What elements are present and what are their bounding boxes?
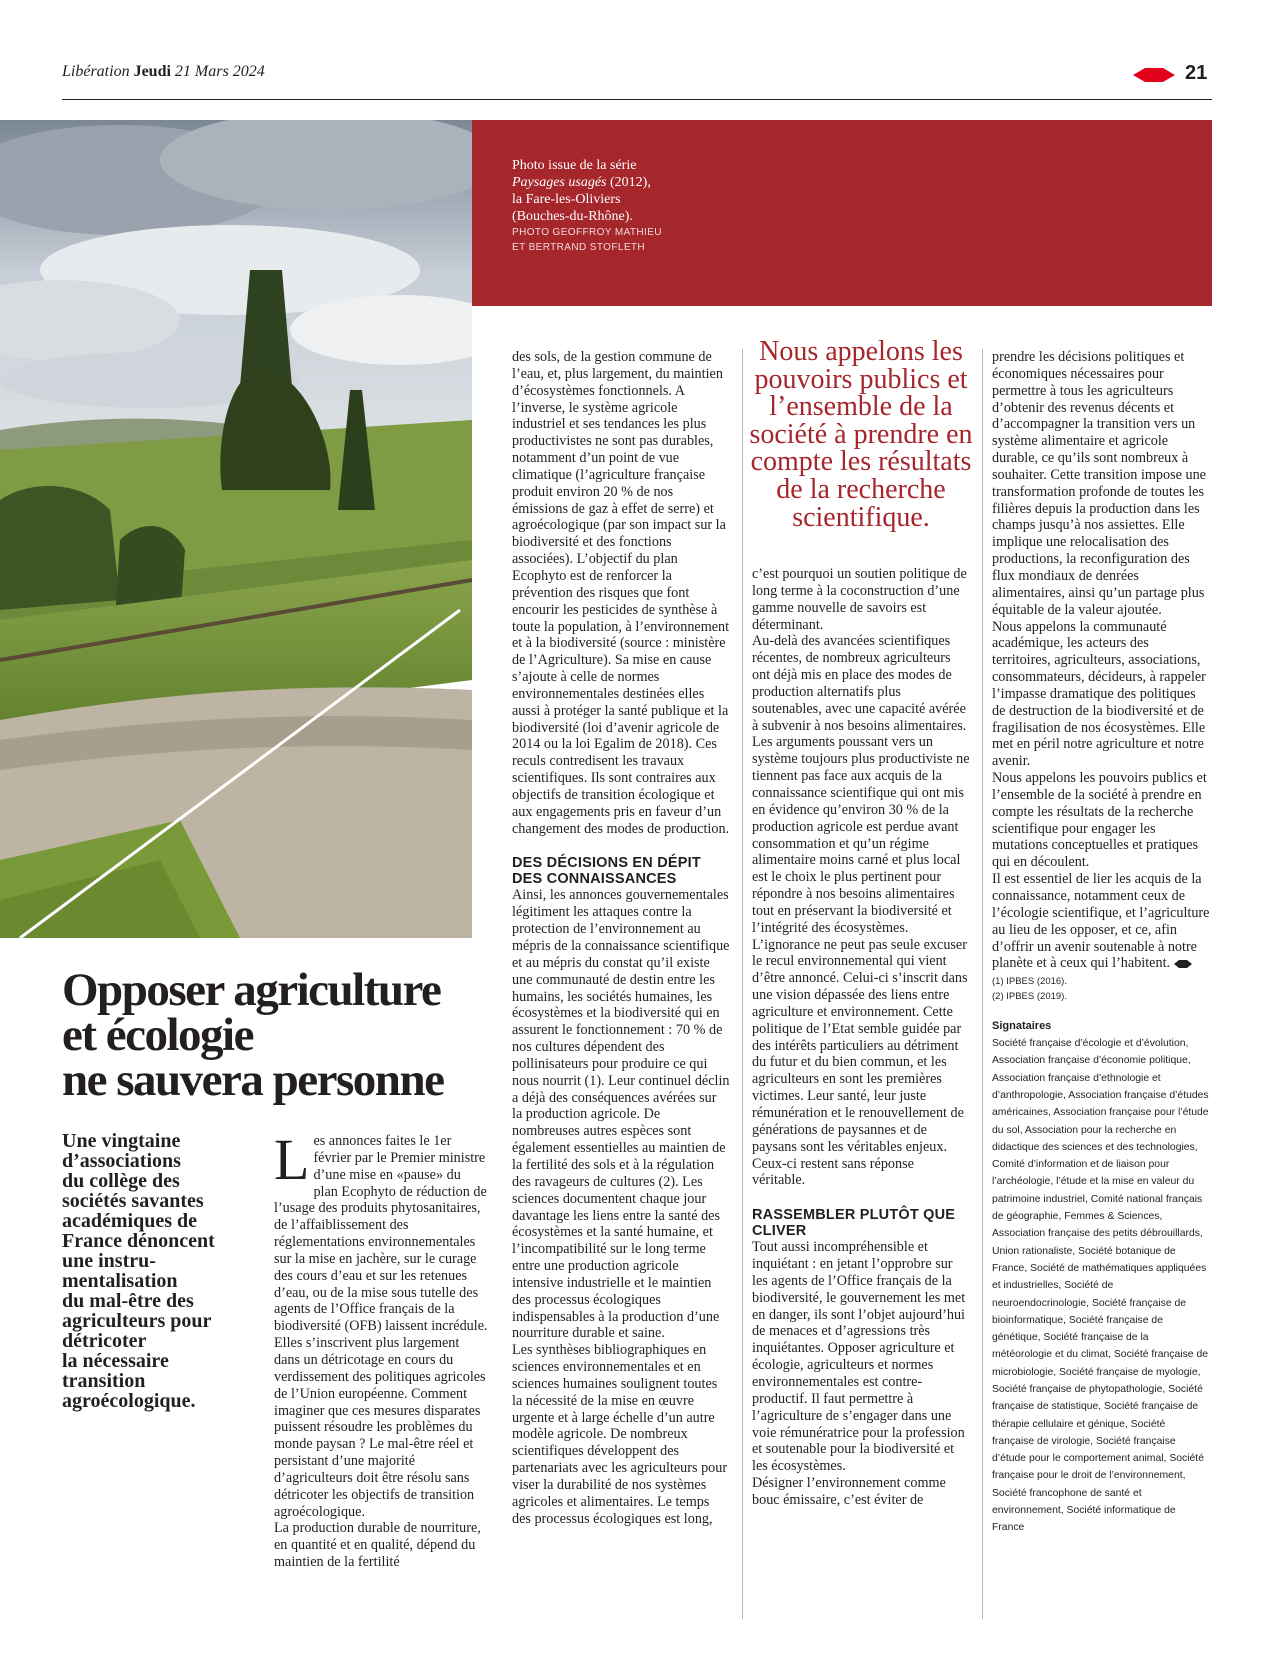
caption-year: (2012), [606, 175, 651, 190]
article-headline [62, 964, 502, 1106]
body-column-2 [512, 349, 730, 1528]
photo-credit: ET BERTRAND STOFLETH [512, 242, 646, 253]
caption-line [512, 174, 712, 191]
section-subhead: RASSEMBLER PLUTÔT QUE CLIVER [752, 1207, 956, 1240]
signatories-title: Signataires [992, 1020, 1052, 1033]
standfirst-line: détricoter [62, 1330, 147, 1352]
page-number: 21 [1185, 62, 1208, 84]
caption-line: (Bouches-du-Rhône). [512, 209, 633, 224]
article-standfirst [62, 1131, 252, 1411]
standfirst-line: du collège des [62, 1170, 180, 1192]
body-column-1 [274, 1127, 488, 1571]
standfirst-line: agroécologique. [62, 1390, 196, 1412]
weekday: Jeudi [133, 63, 171, 80]
footnote: (1) IPBES (2016). [992, 976, 1067, 988]
drop-cap: L [274, 1127, 310, 1192]
footnote: (2) IPBES (2019). [992, 991, 1067, 1003]
liberation-logo-icon [1133, 67, 1175, 83]
body-paragraph: Nous appelons la communauté académique, les acteurs des territoires, agriculteurs, associations, consommateurs, décideurs, à rappeler l’impasse dramatique des politiques de destruction de la biodiversité et de fragilisation de nos écosystèmes. Elle met en péril notre agriculture et notre avenir. [992, 618, 1206, 770]
standfirst-line: la nécessaire [62, 1350, 169, 1372]
body-paragraph: prendre les décisions politiques et économiques nécessaires pour permettre à tous les agriculteurs d’obtenir des revenus décents et d’accompagner la transition vers un système alimentaire et agricole durable, ce qu’ils sont nombreux à souhaiter. Cette transition impose une transformation profonde de toutes les filières depuis la production dans les champs jusqu’à nos assiettes. Elle implique une relocalisation des productions, la reconfiguration des flux mondiaux de denrées alimentaires, ainsi qu’un partage plus équitable de la valeur ajoutée. [992, 349, 1206, 618]
body-paragraph: c’est pourquoi un soutien politique de long terme à la coconstruction d’une gamme nouvelle de savoirs est déterminant. [752, 566, 967, 633]
body-paragraph [992, 871, 1210, 972]
closing-text: Il est essentiel de lier les acquis de la connaissance, notamment ceux de l’écologie scientifique, et l’agriculture au lieu de les opposer, et ce, afin d’offrir un avenir soutenable à notre planète et à ceux qui l’habitent. [992, 871, 1210, 972]
body-paragraph: Tout aussi incompréhensible et inquiétant : en jetant l’opprobre sur les agents de l’Office français de la biodiversité, le gouvernement les met en danger, ils sont l’objet aujourd’hui de menaces et d’agressions très inquiétantes. Opposer agriculture et écologie, agriculteurs et normes environnementales est contre-productif. Il faut permettre à l’agriculture de s’engager dans une voie rémunératrice pour la profession et soutenable pour la biodiversité et les écosystèmes. [752, 1239, 966, 1475]
column-rule [982, 349, 983, 1619]
caption-line: Photo issue de la série [512, 158, 637, 173]
publication-name: Libération [62, 63, 130, 80]
standfirst-line: académiques de [62, 1210, 197, 1232]
body-paragraph: Au-delà des avancées scientifiques récentes, de nombreux agriculteurs ont déjà mis en place des modes de production alternatifs plus soutenables, avec une capacité avérée à subvenir à nos besoins alimentaires. Les arguments poussant vers un système toujours plus productiviste ne tiennent pas face aux acquis de la connaissance scientifique qui ont mis en évidence qu’environ 30 % de la production agricole est perdue avant consommation et qu’un régime alimentaire moins carné et plus local est le choix le plus pertinent pour répondre à nos besoins alimentaires tout en préservant la biodiversité et l’intégrité des écosystèmes. [752, 633, 970, 936]
standfirst-line: mentalisation [62, 1270, 178, 1292]
body-column-3 [752, 566, 970, 1509]
body-paragraph: L’ignorance ne peut pas seule excuser le recul environnemental qui vient d’être annoncé. Celui-ci s’inscrit dans une vision dépassée des liens entre agriculture et environnement. Cette politique de l’Etat semble guidée par des intérêts particuliers au détriment du futur et du bien commun, et les agriculteurs en sont les premières victimes. Leur santé, leur juste rémunération et le renouvellement de générations de paysannes et de paysans sont les véritables enjeux. Ceux-ci restent sans réponse véritable. [752, 936, 968, 1189]
body-paragraph: es annonces faites le 1er février par le Premier ministre d’une mise en «pause» du plan Ecophyto de réduction de l’usage des produits phytosanitaires, de l’affaiblissement des réglementations environnementales sur la mise en jachère, sur le curage des cours d’eau et sur les retenues d’eau, ou de la mise sous tutelle des agents de l’Office français de la biodiversité (OFB) laissent incrédule. Elles s’inscrivent plus largement dans un détricotage en cours du verdissement des politiques agricoles de l’Union européenne. Comment imaginer que ces mesures disparates puissent résoudre les problèmes du monde paysan ? Le mal-être réel et persistant d’une majorité d’agriculteurs doit être résolu sans détricoter les objectifs de transition agroécologique. [274, 1133, 488, 1520]
photo-credit: PHOTO GEOFFROY MATHIEU [512, 227, 662, 238]
photo-illustration [0, 120, 472, 938]
standfirst-line: Une vingtaine [62, 1130, 181, 1152]
caption-series-title: Paysages usagés [512, 175, 607, 190]
standfirst-line: transition [62, 1370, 146, 1392]
standfirst-line: une instru- [62, 1250, 156, 1272]
headline-line: et écologie [62, 1009, 253, 1061]
body-paragraph: Les synthèses bibliographiques en sciences environnementales et en sciences humaines soulignent toutes la nécessité de la mise en œuvre urgente et à large échelle d’un autre modèle agricole. De nombreux scientifiques développent des partenariats avec les agriculteurs pour viser la durabilité de nos systèmes agricoles et alimentaires. Le temps des processus écologiques est long, [512, 1342, 728, 1527]
body-paragraph: Ainsi, les annonces gouvernementales légitiment les attaques contre la protection de l’environnement au mépris de la connaissance scientifique et au mépris du constat qu’il existe une communauté de destin entre les humains, les sociétés humaines, les écosystèmes et la biodiversité qui en assurent le fonctionnement : 70 % de nos cultures dépendent des pollinisateurs pour produire ce qui nous nourrit (1). Leur continuel déclin a déjà des conséquences avérées sur la production agricole. De nombreuses autres espèces sont également essentielles au maintien de la fertilité des sols et à la régulation des ravageurs de cultures (2). Les sciences documentent chaque jour davantage les liens entre la santé des écosystèmes et la santé humaine, et l’incompatibilité sur le long terme entre une production agricole intensive industrielle et le maintien des processus écologiques indispensables à la production d’une nourriture durable et saine. [512, 887, 730, 1342]
body-column-4 [992, 349, 1210, 1537]
header-rule [62, 99, 1212, 100]
section-subhead: DES DÉCISIONS EN DÉPIT DES CONNAISSANCES [512, 855, 701, 888]
standfirst-line: agriculteurs pour [62, 1310, 212, 1332]
liberation-endmark-icon [1174, 960, 1192, 968]
standfirst-line: sociétés savantes [62, 1190, 204, 1212]
standfirst-line: France dénoncent [62, 1230, 215, 1252]
column-rule [742, 349, 743, 1619]
body-paragraph: Nous appelons les pouvoirs publics et l’ensemble de la société à prendre en compte les résultats de la recherche scientifique pour engager les mutations conceptuelles et pratiques qui en découlent. [992, 770, 1207, 871]
standfirst-line: du mal-être des [62, 1290, 194, 1312]
standfirst-line: d’associations [62, 1150, 181, 1172]
signatories-list: Société française d’écologie et d’évolution, Association française d’économie politique, Association française d’ethnologie et d’anthropologie, Association française d’études américaines, Association française pour l’étude du sol, Association pour la recherche en didactique des sciences et des technologies, Comité d’information et de liaison pour l’archéologie, l’étude et la mise en valeur du patrimoine industriel, Comité national français de géographie, Femmes & Sciences, Association française des petits débrouillards, Union rationaliste, Société botanique de France, Société de mathématiques appliquées et industrielles, Société de neuroendocrinologie, Société française de bioinformatique, Société française de génétique, Société française de la météorologie et du climat, Société française de microbiologie, Société française de myologie, Société française de phytopathologie, Société française de statistique, Société française de thérapie cellulaire et génique, Société française de virologie, Société française d’étude pour le comportement animal, Société française pour le droit de l’environnement, Société francophone de santé et environnement, Société informatique de France [992, 1038, 1209, 1534]
body-paragraph: Désigner l’environnement comme bouc émissaire, c’est éviter de [752, 1475, 946, 1508]
body-paragraph: des sols, de la gestion commune de l’eau, et, plus largement, du maintien d’écosystèmes fonctionnels. A l’inverse, le système agricole industriel et ses tendances les plus productivistes ne sont pas durables, notamment d’un point de vue climatique (l’agriculture française produit environ 20 % de nos émissions de gaz à effet de serre) et agroécologique (par son impact sur la biodiversité et des fonctions associées). L’objectif du plan Ecophyto est de renforcer la prévention des risques que font encourir les pesticides de synthèse à toute la population, à l’environnement et à la biodiversité (source : ministère de l’Agriculture). Sa mise en cause s’ajoute à celle de normes environnementales destinées elles aussi à protéger la santé publique et la biodiversité (loi d’avenir agricole de 2014 ou la loi Egalim de 2018). Ces reculs contredisent les travaux scientifiques. Ils sont contraires aux objectifs de transition écologique et aux engagements pris en faveur d’un changement des modes de production. [512, 349, 730, 837]
pull-quote: Nous appelons les pouvoirs publics et l’ensemble de la société à prendre en compte les résultats de la recherche scientifique. [749, 336, 973, 533]
body-paragraph: La production durable de nourriture, en quantité et en qualité, dépend du maintien de la fertilité [274, 1520, 481, 1571]
landscape-photo [0, 120, 472, 938]
date: 21 Mars 2024 [174, 63, 265, 80]
photo-caption [512, 157, 712, 255]
caption-line: la Fare-les-Oliviers [512, 192, 621, 207]
page-header-dateline [62, 63, 265, 81]
headline-line: ne sauvera personne [62, 1054, 444, 1106]
headline-line: Opposer agriculture [62, 964, 441, 1016]
